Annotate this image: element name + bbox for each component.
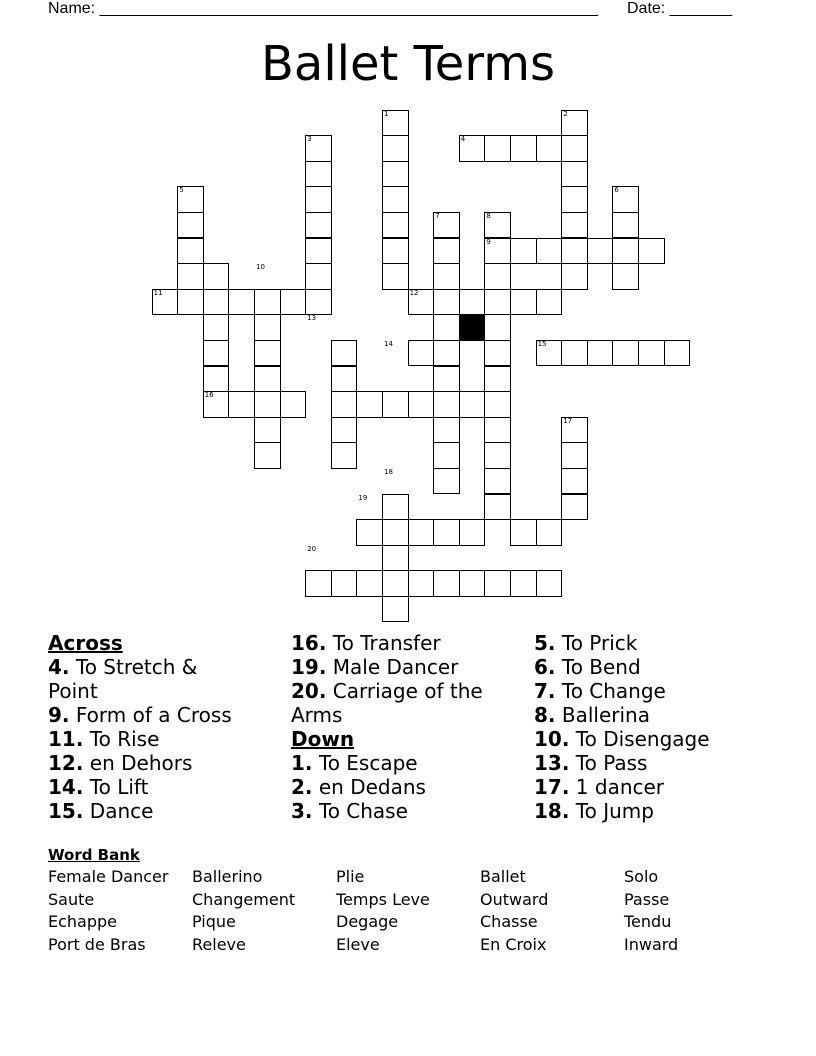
word-bank-item: Releve xyxy=(192,935,246,955)
clue-number-label: 1. xyxy=(291,751,313,775)
across-heading: Across xyxy=(48,631,123,655)
grid-cell[interactable] xyxy=(484,570,511,597)
clue-number: 5 xyxy=(179,186,184,195)
black-cell xyxy=(459,314,486,341)
down-heading: Down xyxy=(291,727,355,751)
clue-number-label: 19. xyxy=(291,655,327,679)
grid-cell[interactable] xyxy=(177,289,204,316)
clue-number: 20 xyxy=(307,544,317,553)
grid-cell[interactable] xyxy=(484,135,511,162)
grid-cell[interactable] xyxy=(228,289,255,316)
clues-column-1 xyxy=(48,631,248,823)
word-bank-item: Changement xyxy=(192,889,296,909)
grid-cell[interactable] xyxy=(612,238,639,265)
grid-cell[interactable] xyxy=(510,238,537,265)
across-clue-0 xyxy=(291,631,506,655)
word-bank-item: Port de Bras xyxy=(48,935,146,955)
grid-cell[interactable] xyxy=(331,570,358,597)
grid-cell[interactable] xyxy=(331,366,358,393)
clue-number: 11 xyxy=(153,288,163,297)
clue-number: 6 xyxy=(614,186,619,195)
clue-number-label: 16. xyxy=(291,631,327,655)
grid-cell[interactable] xyxy=(177,263,204,290)
word-bank-item: Inward xyxy=(624,935,679,955)
grid-cell[interactable] xyxy=(382,186,409,213)
clue-number-label: 5. xyxy=(534,631,556,655)
grid-cell[interactable] xyxy=(433,314,460,341)
clue-text: To Escape xyxy=(312,751,418,775)
grid-cell[interactable] xyxy=(484,314,511,341)
across-clue-1 xyxy=(48,703,248,727)
grid-cell[interactable] xyxy=(536,135,563,162)
word-bank-item: Eleve xyxy=(336,935,380,955)
grid-cell[interactable] xyxy=(433,263,460,290)
word-bank-item: Female Dancer xyxy=(48,867,169,886)
grid-cell[interactable] xyxy=(612,263,639,290)
across-clue-1 xyxy=(291,655,506,679)
word-bank-item: Plie xyxy=(336,867,365,886)
grid-cell[interactable] xyxy=(305,570,332,597)
grid-cell[interactable] xyxy=(561,468,588,495)
down-clue-list xyxy=(291,751,506,823)
grid-cell[interactable] xyxy=(536,519,563,546)
clue-number: 8 xyxy=(486,211,491,220)
grid-cell[interactable] xyxy=(510,570,537,597)
clue-text: Carriage of the Arms xyxy=(291,679,483,727)
grid-cell[interactable] xyxy=(331,340,358,367)
grid-cell[interactable] xyxy=(203,263,230,290)
grid-cell[interactable] xyxy=(408,570,435,597)
clue-number: 17 xyxy=(563,416,573,425)
word-bank-item: Ballerino xyxy=(192,867,263,886)
word-bank-title: Word Bank xyxy=(48,846,140,864)
grid-cell[interactable] xyxy=(561,135,588,162)
grid-cell[interactable] xyxy=(459,391,486,418)
grid-cell[interactable] xyxy=(664,340,691,367)
clue-text: To Stretch & Point xyxy=(48,655,198,703)
clue-text: en Dehors xyxy=(83,751,193,775)
grid-cell[interactable] xyxy=(177,212,204,239)
clue-text: To Rise xyxy=(83,727,160,751)
grid-cell[interactable] xyxy=(433,417,460,444)
grid-cell[interactable] xyxy=(510,135,537,162)
word-bank-item: En Croix xyxy=(480,935,547,955)
clue-number-label: 11. xyxy=(48,727,84,751)
clue-text: Male Dancer xyxy=(326,655,459,679)
grid-cell[interactable] xyxy=(561,161,588,188)
clue-number-label: 12. xyxy=(48,751,84,775)
clue-text: To Change xyxy=(555,679,666,703)
clue-number-label: 20. xyxy=(291,679,327,703)
word-bank-item: Outward xyxy=(480,889,549,909)
down-clue-5 xyxy=(534,751,774,775)
grid-cell[interactable] xyxy=(536,289,563,316)
grid-cell[interactable] xyxy=(433,366,460,393)
grid-cell[interactable] xyxy=(382,545,409,572)
grid-cell[interactable] xyxy=(433,519,460,546)
down-clue-0 xyxy=(291,751,506,775)
grid-cell[interactable] xyxy=(305,289,332,316)
clue-number-label: 10. xyxy=(534,727,570,751)
grid-cell[interactable] xyxy=(382,570,409,597)
clue-number-label: 6. xyxy=(534,655,556,679)
word-bank-item: Passe xyxy=(624,889,670,909)
grid-cell[interactable] xyxy=(203,314,230,341)
clue-number-label: 2. xyxy=(291,775,313,799)
down-clue-0 xyxy=(534,631,774,655)
clue-number-label: 4. xyxy=(48,655,70,679)
clue-number: 9 xyxy=(486,237,491,246)
grid-cell[interactable] xyxy=(433,391,460,418)
clue-text: To Chase xyxy=(312,799,408,823)
grid-cell[interactable] xyxy=(484,468,511,495)
grid-cell[interactable] xyxy=(382,494,409,521)
grid-cell[interactable] xyxy=(280,391,307,418)
grid-cell[interactable] xyxy=(433,289,460,316)
grid-cell[interactable] xyxy=(254,366,281,393)
grid-cell[interactable] xyxy=(484,289,511,316)
grid-cell[interactable] xyxy=(561,263,588,290)
grid-cell[interactable] xyxy=(228,391,255,418)
clue-number-label: 3. xyxy=(291,799,313,823)
clue-number: 19 xyxy=(358,493,368,502)
grid-cell[interactable] xyxy=(203,340,230,367)
grid-cell[interactable] xyxy=(408,340,435,367)
down-clue-6 xyxy=(534,775,774,799)
clue-text: Form of a Cross xyxy=(69,703,232,727)
across-clue-3 xyxy=(48,751,248,775)
grid-cell[interactable] xyxy=(561,212,588,239)
grid-cell[interactable] xyxy=(408,519,435,546)
grid-cell[interactable] xyxy=(561,494,588,521)
grid-cell[interactable] xyxy=(331,391,358,418)
date-field: Date: _______ xyxy=(627,0,732,17)
clue-number: 16 xyxy=(204,391,214,400)
word-bank-item: Tendu xyxy=(624,912,672,932)
clue-text: To Lift xyxy=(83,775,149,799)
grid-cell[interactable] xyxy=(382,263,409,290)
grid-cell[interactable] xyxy=(459,289,486,316)
across-clue-list xyxy=(48,655,248,823)
down-clue-1 xyxy=(291,775,506,799)
grid-cell[interactable] xyxy=(305,186,332,213)
grid-cell[interactable] xyxy=(536,238,563,265)
grid-cell[interactable] xyxy=(536,570,563,597)
grid-cell[interactable] xyxy=(510,519,537,546)
grid-cell[interactable] xyxy=(638,238,665,265)
clue-text: To Disengage xyxy=(569,727,710,751)
clue-number-label: 13. xyxy=(534,751,570,775)
grid-cell[interactable] xyxy=(254,314,281,341)
grid-cell[interactable] xyxy=(638,340,665,367)
grid-cell[interactable] xyxy=(203,366,230,393)
clue-text: To Transfer xyxy=(326,631,441,655)
grid-cell[interactable] xyxy=(484,494,511,521)
word-bank-item: Saute xyxy=(48,889,95,909)
clue-number: 7 xyxy=(435,211,440,220)
grid-cell[interactable] xyxy=(305,238,332,265)
grid-cell[interactable] xyxy=(177,238,204,265)
clue-number: 10 xyxy=(256,263,265,272)
down-clue-list-continued xyxy=(534,631,774,823)
grid-cell[interactable] xyxy=(484,366,511,393)
grid-cell[interactable] xyxy=(484,340,511,367)
grid-cell[interactable] xyxy=(484,391,511,418)
across-clue-5 xyxy=(48,799,248,823)
grid-cell[interactable] xyxy=(331,442,358,469)
clue-number: 18 xyxy=(384,467,393,476)
grid-cell[interactable] xyxy=(484,263,511,290)
clue-number-label: 7. xyxy=(534,679,556,703)
grid-cell[interactable] xyxy=(305,161,332,188)
grid-cell[interactable] xyxy=(356,519,383,546)
grid-cell[interactable] xyxy=(510,289,537,316)
down-clue-2 xyxy=(291,799,506,823)
grid-cell[interactable] xyxy=(254,289,281,316)
grid-cell[interactable] xyxy=(433,442,460,469)
clues-column-3 xyxy=(534,631,774,823)
grid-cell[interactable] xyxy=(433,468,460,495)
grid-cell[interactable] xyxy=(382,238,409,265)
grid-cell[interactable] xyxy=(331,417,358,444)
name-field: Name: ________________________________________________________ xyxy=(48,0,598,17)
down-clue-7 xyxy=(534,799,774,823)
grid-cell[interactable] xyxy=(484,417,511,444)
grid-cell[interactable] xyxy=(280,289,307,316)
word-bank-item: Pique xyxy=(192,912,236,932)
down-clue-4 xyxy=(534,727,774,751)
down-clue-3 xyxy=(534,703,774,727)
clue-number: 4 xyxy=(460,135,466,144)
across-clue-4 xyxy=(48,775,248,799)
word-bank-item: Ballet xyxy=(480,867,526,886)
grid-cell[interactable] xyxy=(484,442,511,469)
clue-number-label: 15. xyxy=(48,799,84,823)
grid-cell[interactable] xyxy=(459,519,486,546)
clues-column-2 xyxy=(291,631,506,823)
clue-number: 3 xyxy=(307,135,312,144)
clue-number-label: 9. xyxy=(48,703,70,727)
across-clue-2 xyxy=(48,727,248,751)
grid-cell[interactable] xyxy=(356,391,383,418)
clue-number-label: 17. xyxy=(534,775,570,799)
grid-cell[interactable] xyxy=(433,238,460,265)
grid-cell[interactable] xyxy=(561,238,588,265)
clue-number-label: 8. xyxy=(534,703,556,727)
word-bank-item: Chasse xyxy=(480,912,538,932)
clue-text: To Pass xyxy=(569,751,648,775)
grid-cell[interactable] xyxy=(382,519,409,546)
grid-cell[interactable] xyxy=(305,263,332,290)
grid-cell[interactable] xyxy=(254,391,281,418)
grid-cell[interactable] xyxy=(612,212,639,239)
grid-cell[interactable] xyxy=(254,442,281,469)
clue-number: 2 xyxy=(563,109,568,118)
clue-text: Ballerina xyxy=(555,703,650,727)
clue-text: en Dedans xyxy=(312,775,426,799)
grid-cell[interactable] xyxy=(612,340,639,367)
clue-text: 1 dancer xyxy=(569,775,665,799)
grid-cell[interactable] xyxy=(408,391,435,418)
clue-number: 13 xyxy=(307,314,317,323)
across-clue-list-continued xyxy=(291,631,506,727)
grid-cell[interactable] xyxy=(433,340,460,367)
grid-cell[interactable] xyxy=(356,570,383,597)
grid-cell[interactable] xyxy=(561,340,588,367)
page-title: Ballet Terms xyxy=(261,36,555,92)
clue-number: 1 xyxy=(384,109,389,118)
word-bank-item: Degage xyxy=(336,912,399,932)
clue-text: To Jump xyxy=(569,799,654,823)
grid-cell[interactable] xyxy=(433,570,460,597)
grid-cell[interactable] xyxy=(382,135,409,162)
grid-cell[interactable] xyxy=(382,391,409,418)
grid-cell[interactable] xyxy=(254,340,281,367)
down-clue-1 xyxy=(534,655,774,679)
grid-cell[interactable] xyxy=(587,340,614,367)
grid-cell[interactable] xyxy=(587,238,614,265)
clue-number-label: 14. xyxy=(48,775,84,799)
clue-text: To Prick xyxy=(555,631,638,655)
grid-cell[interactable] xyxy=(382,212,409,239)
clue-text: Dance xyxy=(83,799,154,823)
grid-cell[interactable] xyxy=(459,570,486,597)
across-clue-0 xyxy=(48,655,248,703)
clue-number: 15 xyxy=(537,339,547,348)
clue-number-label: 18. xyxy=(534,799,570,823)
grid-cell[interactable] xyxy=(561,186,588,213)
down-clue-2 xyxy=(534,679,774,703)
grid-cell[interactable] xyxy=(203,289,230,316)
clue-text: To Bend xyxy=(555,655,641,679)
grid-cell[interactable] xyxy=(382,596,409,623)
grid-cell[interactable] xyxy=(254,417,281,444)
word-bank-item: Echappe xyxy=(48,912,118,932)
clue-number: 12 xyxy=(409,288,419,297)
word-bank-item: Temps Leve xyxy=(336,889,430,909)
across-clue-2 xyxy=(291,679,506,727)
clue-number: 14 xyxy=(384,339,393,348)
grid-cell[interactable] xyxy=(382,161,409,188)
grid-cell[interactable] xyxy=(305,212,332,239)
grid-cell[interactable] xyxy=(561,442,588,469)
word-bank-item: Solo xyxy=(624,867,659,886)
